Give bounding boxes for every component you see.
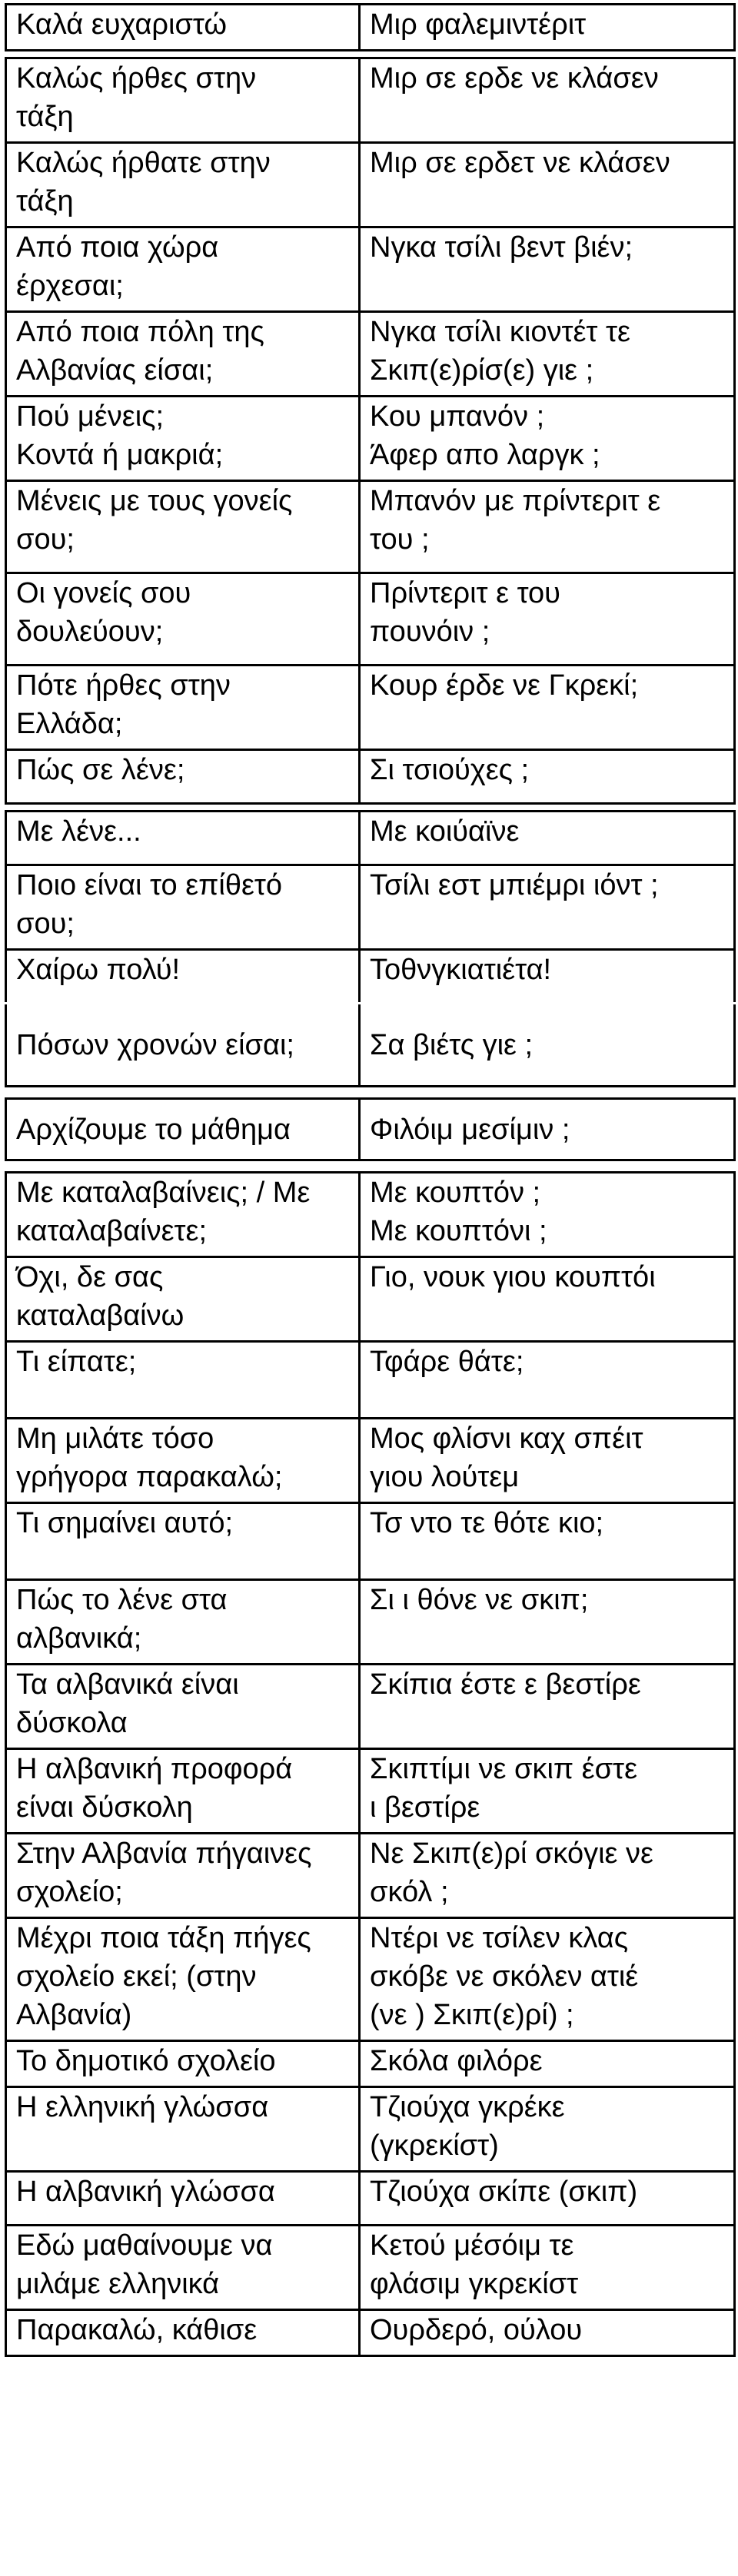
table-row [6, 666, 735, 750]
greek-phrase: Μέχρι ποια τάξη πήγες σχολείο εκεί; (στην Αλβανία) [6, 1918, 360, 2041]
table-row [6, 573, 735, 666]
albanian-phrase: Σκιπτίμι νε σκιπ έστε ι βεστίρε [360, 1749, 735, 1834]
table-row [6, 397, 735, 481]
greek-phrase: Από ποια πόλη της Αλβανίας είσαι; [6, 312, 360, 397]
albanian-phrase: Μπανόν με πρίντεριτ ε του ; [360, 481, 735, 573]
greek-phrase: Πώς σε λένε; [6, 750, 360, 804]
table-row [6, 1173, 735, 1257]
greek-phrase: Πόσων χρονών είσαι; [6, 1004, 360, 1087]
albanian-phrase: Μιρ σε ερδε νε κλάσεν [360, 58, 735, 143]
table-row [6, 481, 735, 573]
albanian-phrase: Τζιούχα γκρέκε (γκρεκίστ) [360, 2087, 735, 2172]
greek-phrase: Αρχίζουμε το μάθημα [6, 1099, 360, 1160]
table-row [6, 1749, 735, 1834]
table-row [6, 5, 735, 51]
albanian-phrase: Σκίπια έστε ε βεστίρε [360, 1665, 735, 1749]
table-row [6, 1503, 735, 1580]
albanian-phrase: Με κοιύαϊνε [360, 812, 735, 865]
table-row [6, 1918, 735, 2041]
albanian-phrase: Πρίντεριτ ε του πουνόιν ; [360, 573, 735, 666]
table-row [6, 312, 735, 397]
table-row [6, 2087, 735, 2172]
greek-phrase: Καλώς ήρθατε στην τάξη [6, 143, 360, 227]
greek-phrase: Με λένε... [6, 812, 360, 865]
phrasebook-table [5, 3, 736, 2357]
greek-phrase: Στην Αλβανία πήγαινες σχολείο; [6, 1834, 360, 1918]
greek-phrase: Η ελληνική γλώσσα [6, 2087, 360, 2172]
greek-phrase: Τι σημαίνει αυτό; [6, 1503, 360, 1580]
row-gap [6, 1087, 735, 1099]
row-gap [6, 1160, 735, 1173]
albanian-phrase: Μιρ σε ερδετ νε κλάσεν [360, 143, 735, 227]
greek-phrase: Η αλβανική γλώσσα [6, 2172, 360, 2226]
greek-phrase: Όχι, δε σας καταλαβαίνω [6, 1257, 360, 1342]
table-row [6, 1665, 735, 1749]
albanian-phrase: Σι ι θόνε νε σκιπ; [360, 1580, 735, 1665]
greek-phrase: Με καταλαβαίνεις; / Με καταλαβαίνετε; [6, 1173, 360, 1257]
albanian-phrase: Σκόλα φιλόρε [360, 2041, 735, 2087]
albanian-phrase: Νγκα τσίλι κιοντέτ τε Σκιπ(ε)ρίσ(ε) γιε ; [360, 312, 735, 397]
albanian-phrase: Τζιούχα σκίπε (σκιπ) [360, 2172, 735, 2226]
albanian-phrase: Φιλόιμ μεσίμιν ; [360, 1099, 735, 1160]
table-row [6, 865, 735, 950]
albanian-phrase: Ντέρι νε τσίλεν κλας σκόβε νε σκόλεν ατιέ (νε ) Σκιπ(ε)ρί) ; [360, 1918, 735, 2041]
greek-phrase: Μένεις με τους γονείς σου; [6, 481, 360, 573]
albanian-phrase: Τσ ντο τε θότε κιο; [360, 1503, 735, 1580]
albanian-phrase: Κουρ έρδε νε Γκρεκί; [360, 666, 735, 750]
greek-phrase: Καλά ευχαριστώ [6, 5, 360, 51]
albanian-phrase: Νε Σκιπ(ε)ρί σκόγιε νε σκόλ ; [360, 1834, 735, 1918]
albanian-phrase: Νγκα τσίλι βεντ βιέν; [360, 227, 735, 312]
table-row [6, 58, 735, 143]
table-row [6, 1419, 735, 1503]
row-gap [6, 51, 735, 58]
greek-phrase: Πώς το λένε στα αλβανικά; [6, 1580, 360, 1665]
table-row [6, 2041, 735, 2087]
albanian-phrase: Τοθνγκιατιέτα! [360, 950, 735, 1004]
greek-phrase: Χαίρω πολύ! [6, 950, 360, 1004]
greek-phrase: Εδώ μαθαίνουμε να μιλάμε ελληνικά [6, 2226, 360, 2310]
albanian-phrase: Κετού μέσόιμ τε φλάσιμ γκρεκίστ [360, 2226, 735, 2310]
albanian-phrase: Γιο, νουκ γιου κουπτόι [360, 1257, 735, 1342]
table-row [6, 1257, 735, 1342]
table-row [6, 143, 735, 227]
table-row [6, 1099, 735, 1160]
table-row [6, 750, 735, 804]
greek-phrase: Τα αλβανικά είναι δύσκολα [6, 1665, 360, 1749]
table-row [6, 2172, 735, 2226]
table-row [6, 1342, 735, 1419]
greek-phrase: Καλώς ήρθες στην τάξη [6, 58, 360, 143]
greek-phrase: Μη μιλάτε τόσο γρήγορα παρακαλώ; [6, 1419, 360, 1503]
greek-phrase: Ποιο είναι το επίθετό σου; [6, 865, 360, 950]
albanian-phrase: Ουρδερό, ούλου [360, 2310, 735, 2356]
table-row [6, 2310, 735, 2356]
greek-phrase: Από ποια χώρα έρχεσαι; [6, 227, 360, 312]
albanian-phrase: Σα βιέτς γιε ; [360, 1004, 735, 1087]
greek-phrase: Η αλβανική προφορά είναι δύσκολη [6, 1749, 360, 1834]
albanian-phrase: Μος φλίσνι καχ σπέιτ γιου λούτεμ [360, 1419, 735, 1503]
albanian-phrase: Κου μπανόν ; Άφερ απο λαργκ ; [360, 397, 735, 481]
albanian-phrase: Τσίλι εστ μπιέμρι ιόντ ; [360, 865, 735, 950]
albanian-phrase: Σι τσιούχες ; [360, 750, 735, 804]
albanian-phrase: Με κουπτόν ; Με κουπτόνι ; [360, 1173, 735, 1257]
table-row [6, 812, 735, 865]
greek-phrase: Τι είπατε; [6, 1342, 360, 1419]
row-gap [6, 804, 735, 812]
table-row [6, 1004, 735, 1087]
greek-phrase: Το δημοτικό σχολείο [6, 2041, 360, 2087]
albanian-phrase: Τφάρε θάτε; [360, 1342, 735, 1419]
greek-phrase: Πού μένεις; Κοντά ή μακριά; [6, 397, 360, 481]
greek-phrase: Οι γονείς σου δουλεύουν; [6, 573, 360, 666]
table-row [6, 2226, 735, 2310]
greek-phrase: Πότε ήρθες στην Ελλάδα; [6, 666, 360, 750]
table-row [6, 1580, 735, 1665]
table-row [6, 227, 735, 312]
table-row [6, 1834, 735, 1918]
greek-phrase: Παρακαλώ, κάθισε [6, 2310, 360, 2356]
albanian-phrase: Μιρ φαλεμιντέριτ [360, 5, 735, 51]
table-row [6, 950, 735, 1004]
